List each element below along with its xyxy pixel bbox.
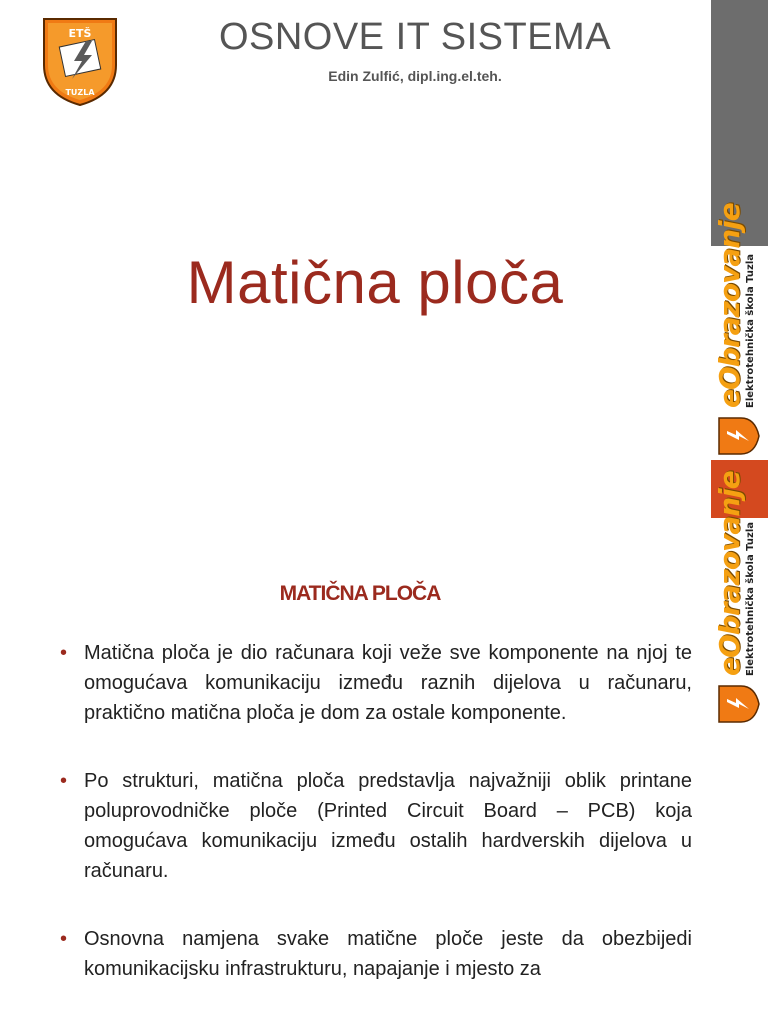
mini-shield-icon (717, 416, 761, 456)
list-item (60, 924, 692, 984)
mini-shield-icon (717, 684, 761, 724)
content-slide (0, 471, 768, 1024)
brand-name: eObrazovanje (713, 471, 746, 676)
section-title: MATIČNA PLOČA (279, 582, 441, 605)
bullet-text: Po strukturi, matična ploča predstavlja najvažniji oblik printane poluprovodničke ploče (Printed Circuit Board – PCB) koja omogućava komunikaciju između ostalih hardverskih dijelova u računaru. (84, 770, 692, 882)
list-item (60, 766, 692, 886)
brand-name: eObrazovanje (713, 203, 746, 408)
brand-band (711, 203, 768, 460)
logo-bottom-text: TUZLA (65, 88, 95, 97)
bullet-list (60, 638, 692, 1022)
brand-logo (713, 203, 763, 456)
course-title: OSNOVE IT SISTEMA (218, 16, 612, 58)
bullet-icon: • (60, 642, 68, 664)
author: Edin Zulfić, dipl.ing.el.teh. (328, 68, 502, 84)
bullet-icon: • (60, 928, 68, 950)
bullet-icon: • (60, 770, 68, 792)
right-sidebar (711, 0, 768, 512)
school-logo (40, 15, 120, 107)
bullet-text: Matična ploča je dio računara koji veže sve komponente na njoj te omogućava komunikaciju između raznih dijelova u računaru, praktično matična ploča je dom za ostale komponente. (84, 642, 692, 724)
logo-top-text: ETŠ (68, 27, 92, 40)
brand-school: Elektrotehnička škola Tuzla (745, 521, 756, 676)
main-title: Matična ploča (186, 249, 564, 316)
bullet-text: Osnovna namjena svake matične ploče jeste da obezbijedi komunikacijsku infrastrukturu, napajanje i mjesto za (84, 928, 692, 980)
right-brand-column (711, 471, 768, 1024)
brand-logo (713, 471, 763, 724)
brand-school: Elektrotehnička škola Tuzla (745, 253, 756, 408)
list-item (60, 638, 692, 728)
